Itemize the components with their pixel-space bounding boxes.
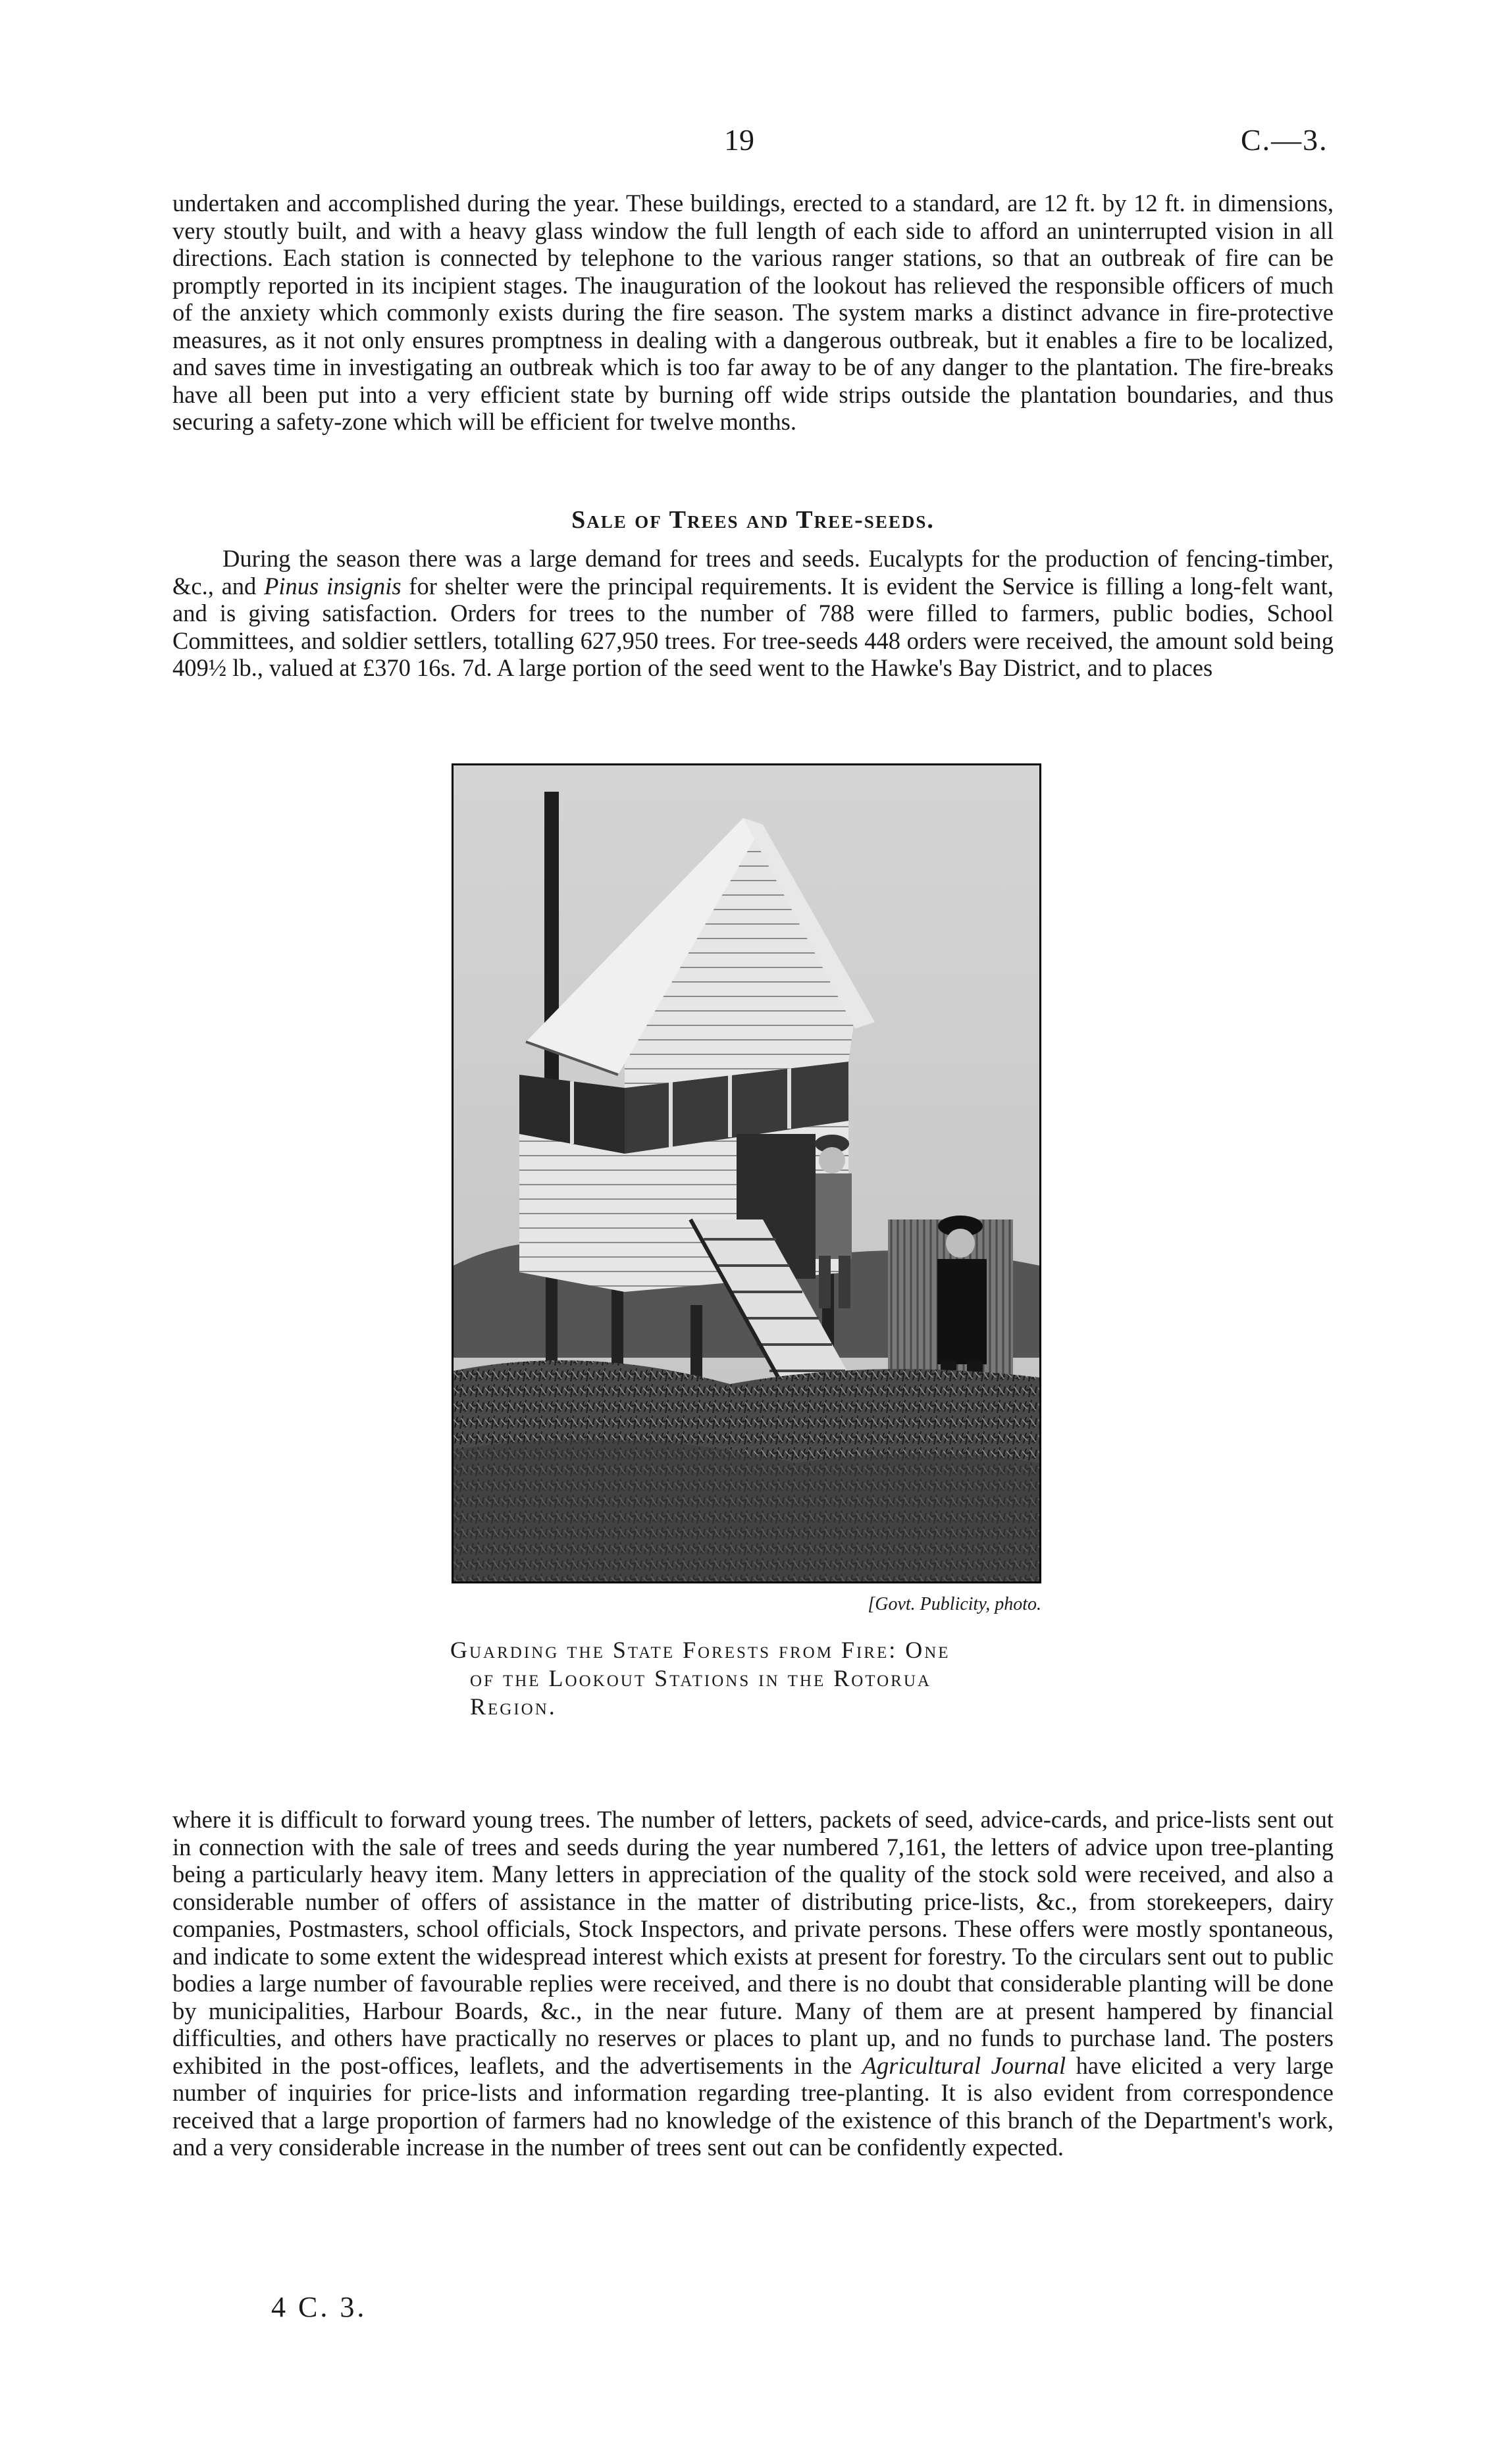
caption-line: of the Lookout Stations in the Rotorua (470, 1665, 931, 1691)
lookout-station-photo-icon (454, 765, 1039, 1581)
paragraph-text: have elicited a very large number of inquiries for price-lists and information regarding tree-planting. It is also evident from correspondence received that a large proportion of farmers had no knowledge of the existence of this branch of the Department's work, and a very considerable increase in the number of trees sent out can be confidently expected. (172, 2051, 1334, 2161)
paragraph-text: where it is difficult to forward young trees. The number of letters, packets of seed, advice-cards, and price-lists sent out in connection with the sale of trees and seeds during the year numbered 7,161, the letters of advice upon tree-planting being a particularly heavy item. Many letters in appreciation of the quality of the stock sold were received, and also a considerable number of offers of assistance in the matter of distributing price-lists, &c., from storekeepers, dairy companies, Postmasters, school officials, Stock Inspectors, and private persons. These offers were mostly spontaneous, and indicate to some extent the widespread interest which exists at present for forestry. To the circulars sent out to public bodies a large number of favourable replies were received, and there is no doubt that considerable planting will be done by municipalities, Harbour Boards, &c., in the near future. Many of them are at present hampered by financial difficulties, and others have practically no reserves or places to plant up, and no funds to purchase land. The posters exhibited in the post-offices, leaflets, and the advertisements in the (172, 1806, 1334, 2079)
paragraph-correspondence (172, 1806, 1334, 2161)
figure-caption (450, 1636, 1056, 1721)
italic-species-name: Pinus insignis (264, 572, 402, 600)
section-heading: Sale of Trees and Tree-seeds. (571, 506, 935, 534)
paragraph-text: for shelter were the principal requirements. It is evident the Service is filling a long-felt want, and is giving satisfaction. Orders for trees to the number of 788 were filled to farmers, public bodies, School Committees, and soldier settlers, totalling 627,950 trees. For tree-seeds 448 orders were received, the amount sold being 409½ lb., valued at £370 16s. 7d. A large portion of the seed went to the Hawke's Bay District, and to places (172, 572, 1334, 681)
paragraph-lookout-stations: undertaken and accomplished during the year. These buildings, erected to a standard, are 12 ft. by 12 ft. in dimensions, very stoutly built, and with a heavy glass window the full length of each side to afford an uninterrupted vision in all directions. Each station is connected by telephone to the various ranger stations, so that an outbreak of fire can be promptly reported in its incipient stages. The inauguration of the lookout has relieved the responsible officers of much of the anxiety which commonly exists during the fire season. The system marks a distinct advance in fire-protective measures, as it not only ensures promptness in dealing with a dangerous outbreak, but it enables a fire to be localized, and saves time in investigating an outbreak which is too far away to be of any danger to the plantation. The fire-breaks have all been put into a very efficient state by burning off wide strips outside the plantation boundaries, and thus securing a safety-zone which will be efficient for twelve months. (172, 190, 1334, 435)
page-number: 19 (724, 123, 754, 157)
italic-journal-name: Agricultural Journal (862, 2051, 1066, 2079)
caption-line: Region. (470, 1693, 557, 1720)
lookout-station-photograph (452, 763, 1041, 1583)
photo-credit: [Govt. Publicity, photo. (868, 1594, 1041, 1614)
paragraph-text: During the season there was a large demand for trees and seeds. Eucalypts for the production of fencing-timber, &c., and (172, 545, 1334, 600)
printer-signature-mark: 4 C. 3. (271, 2291, 367, 2323)
caption-line: Guarding the State Forests from Fire: One (450, 1637, 950, 1663)
document-reference: C.—3. (1241, 123, 1328, 157)
paragraph-sale-of-trees (172, 545, 1334, 682)
